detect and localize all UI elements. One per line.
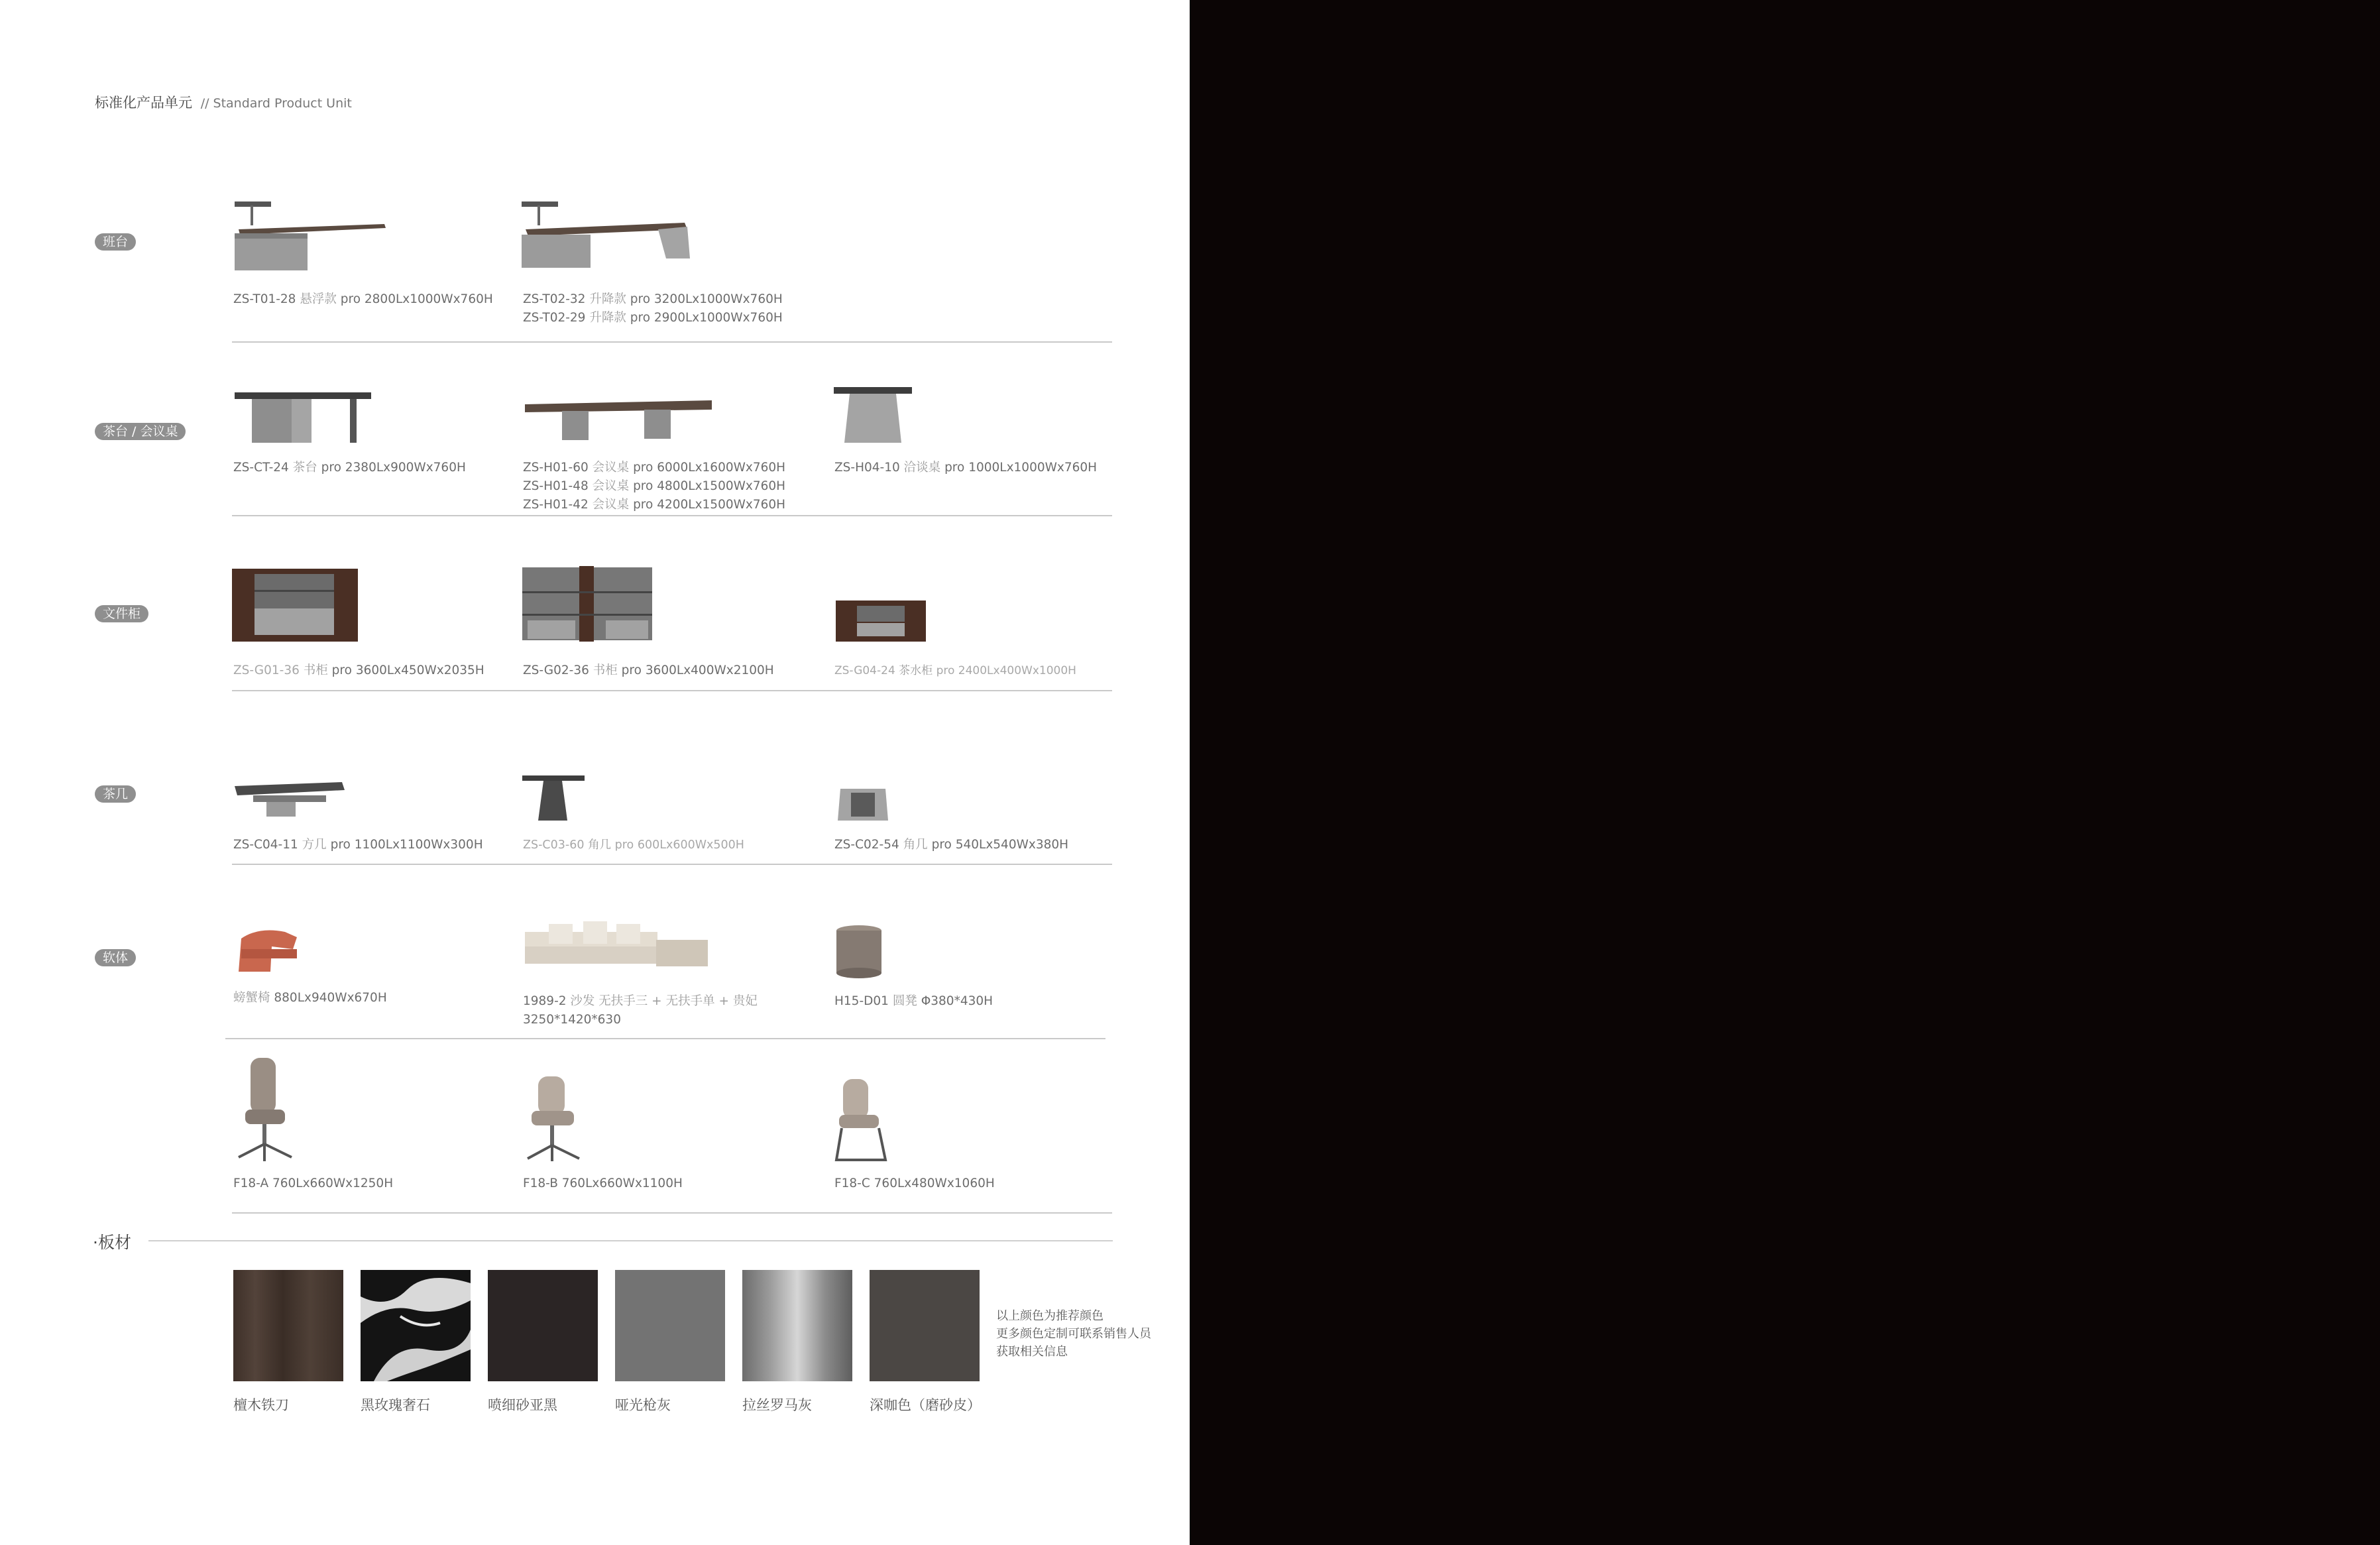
caption-g02: ZS-G02-36 书柜 pro 3600Lx400Wx2100H [523,663,774,677]
divider [232,515,1112,516]
desk-image-t01 [232,200,391,274]
desk-image-t02 [519,200,698,274]
swatch-fine-sand-black [488,1270,598,1381]
tea-cabinet-image [834,599,927,643]
corner-table-c03-image [521,774,587,823]
caption-sofa: 1989-2 沙发 无扶手三 + 无扶手单 + 贵妃 3250*1420*630 [523,994,758,1027]
swatch-label: 黑玫瑰奢石 [361,1397,430,1413]
caption-c04: ZS-C04-11 方几 pro 1100Lx1100Wx300H [233,838,483,852]
dark-right-panel [1190,0,2380,1545]
divider [232,690,1112,691]
caption-f18a: F18-A 760Lx660Wx1250H [233,1176,394,1190]
caption-h01: ZS-H01-60 会议桌 pro 6000Lx1600Wx760H ZS-H01-48 会议桌 pro 4800Lx1500Wx760H ZS-H01-42 会议桌 pro 4200Lx1500Wx760H [523,461,786,512]
office-chair-f18c-image [832,1076,891,1164]
bookcase-g01-image [231,567,359,643]
round-stool-image [834,924,887,980]
sofa-image [524,917,710,974]
meeting-table-image [522,390,714,449]
swatch-sandalwood [233,1270,343,1381]
swatch-label: 拉丝罗马灰 [742,1397,812,1413]
divider [232,341,1112,343]
caption-f18c: F18-C 760Lx480Wx1060H [834,1176,995,1190]
caption-t01: ZS-T01-28 悬浮款 pro 2800Lx1000Wx760H [233,292,493,306]
corner-table-c02-image [836,786,891,823]
section-tag-upholstery: 软体 [95,949,136,966]
section-tag-cabinet: 文件柜 [95,605,148,622]
materials-title: ·板材 [93,1233,131,1252]
caption-crab-chair: 螃蟹椅 880Lx940Wx670H [233,991,387,1005]
divider [232,864,1112,865]
swatch-brushed-roman-grey [742,1270,852,1381]
coffee-table-c04-image [233,781,346,819]
page-header [95,92,352,112]
section-tag-coffee-table: 茶几 [95,785,136,803]
swatch-label: 深咖色（磨砂皮） [870,1397,981,1413]
swatch-label: 喷细砂亚黑 [488,1397,557,1413]
negotiation-table-image [832,386,916,447]
office-chair-f18b-image [522,1074,586,1164]
section-tag-desk: 班台 [95,233,136,251]
caption-g01: ZS-G01-36 书柜 pro 3600Lx450Wx2035H [233,663,484,677]
caption-f18b: F18-B 760Lx660Wx1100H [523,1176,683,1190]
materials-divider [148,1240,1113,1241]
divider [232,1212,1112,1214]
header-title-en: // Standard Product Unit [200,96,352,111]
caption-stool: H15-D01 圆凳 Φ380*430H [834,994,993,1008]
swatch-black-rose-marble [361,1270,471,1381]
caption-c03: ZS-C03-60 角几 pro 600Lx600Wx500H [523,838,744,852]
swatch-label: 檀木铁刀 [233,1397,289,1413]
bookcase-g02-image [521,565,655,643]
office-chair-f18a-image [233,1055,297,1164]
caption-h04: ZS-H04-10 洽谈桌 pro 1000Lx1000Wx760H [834,461,1098,475]
caption-g04: ZS-G04-24 茶水柜 pro 2400Lx400Wx1000H [834,664,1076,677]
tea-table-image [232,387,375,447]
caption-t02: ZS-T02-32 升降款 pro 3200Lx1000Wx760H ZS-T02-29 升降款 pro 2900Lx1000Wx760H [523,292,783,325]
divider [225,1038,1105,1039]
swatch-dark-coffee-leather [870,1270,980,1381]
caption-c02: ZS-C02-54 角几 pro 540Lx540Wx380H [834,838,1069,852]
header-title-cn: 标准化产品单元 [95,95,192,111]
materials-note: 以上颜色为推荐颜色 更多颜色定制可联系销售人员 获取相关信息 [996,1309,1151,1359]
swatch-matte-gun-grey [615,1270,725,1381]
section-tag-meeting: 茶台 / 会议桌 [95,423,186,440]
swatch-label: 哑光枪灰 [615,1397,671,1413]
crab-chair-image [232,925,304,977]
caption-ct24: ZS-CT-24 茶台 pro 2380Lx900Wx760H [233,461,466,475]
